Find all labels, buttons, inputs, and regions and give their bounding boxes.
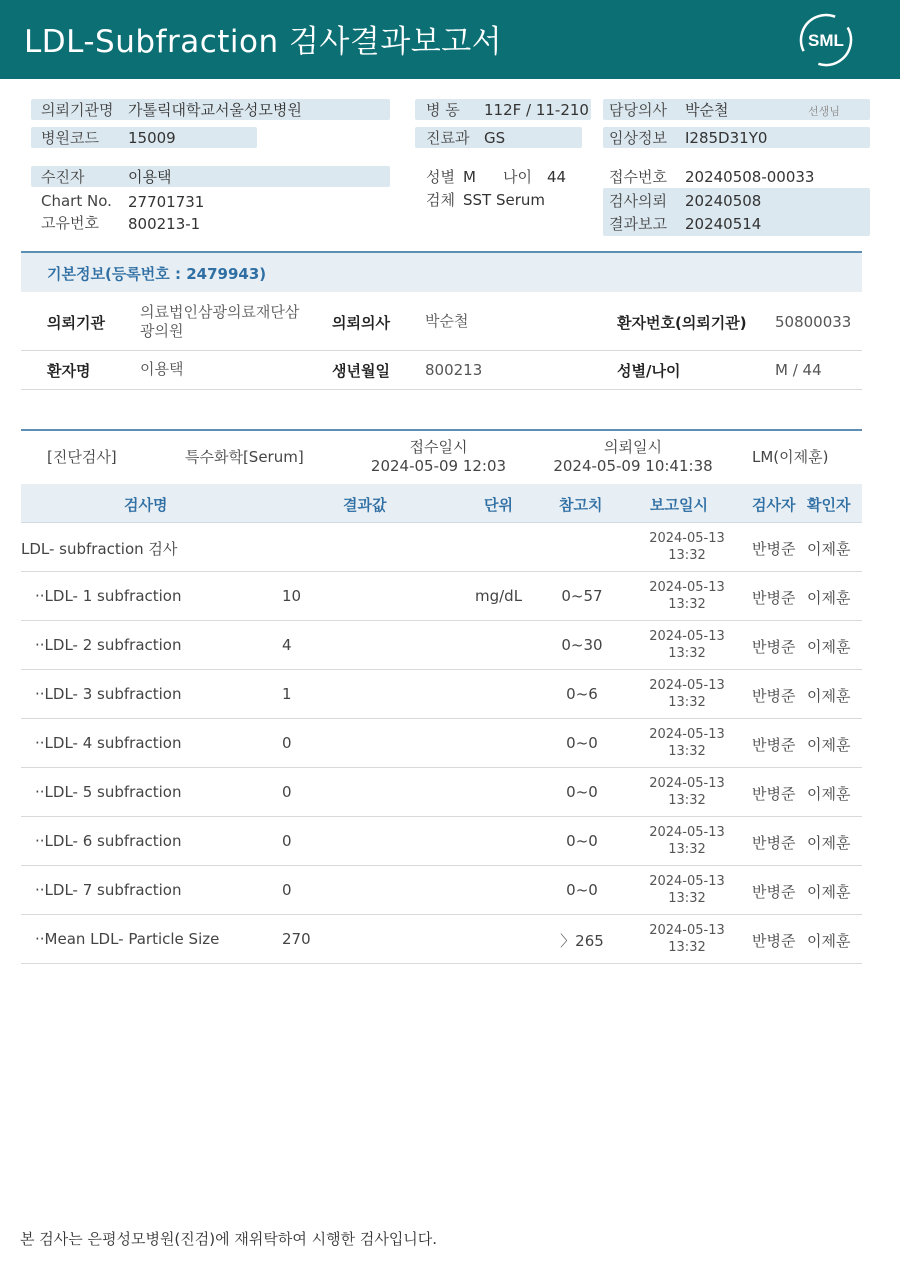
row-tester: 반병준 bbox=[752, 883, 796, 901]
result-value: 20240514 bbox=[685, 215, 762, 233]
row-tester: 반병준 bbox=[752, 736, 796, 754]
report-header bbox=[0, 0, 900, 79]
row-reference: 0~0 bbox=[566, 832, 598, 850]
row-reference: 0~0 bbox=[566, 734, 598, 752]
row-tester: 반병준 bbox=[752, 638, 796, 656]
row-report-datetime bbox=[637, 726, 737, 760]
table-row bbox=[21, 670, 862, 719]
row-confirmer: 이제훈 bbox=[807, 736, 851, 754]
received-label: 접수일시 bbox=[409, 438, 468, 456]
row-result-value: 0 bbox=[282, 734, 292, 752]
row-report-time: 13:32 bbox=[668, 842, 706, 857]
row-result-value: 10 bbox=[282, 587, 302, 605]
unique-value: 800213-1 bbox=[128, 215, 201, 233]
sml-logo-icon bbox=[798, 12, 854, 68]
row-result-value: 0 bbox=[282, 881, 292, 899]
sex-label: 성별 bbox=[426, 168, 455, 186]
row-report-date: 2024-05-13 bbox=[649, 776, 725, 791]
row-result-value: 1 bbox=[282, 685, 292, 703]
row-result-value: 0 bbox=[282, 783, 292, 801]
row-report-date: 2024-05-13 bbox=[649, 580, 725, 595]
row-report-time: 13:32 bbox=[668, 597, 706, 612]
row-test-name: ··Mean LDL- Particle Size bbox=[35, 930, 220, 948]
basic-row-divider bbox=[21, 350, 862, 351]
row-report-datetime bbox=[637, 922, 737, 956]
row-test-name: ··LDL- 6 subfraction bbox=[35, 832, 182, 850]
table-row bbox=[21, 915, 862, 964]
basic-name-value: 이용택 bbox=[140, 360, 184, 378]
row-report-date: 2024-05-13 bbox=[649, 531, 725, 546]
age-label: 나이 bbox=[503, 168, 532, 186]
logo-text: SML bbox=[808, 31, 844, 50]
row-test-name: ··LDL- 2 subfraction bbox=[35, 636, 182, 654]
table-row bbox=[21, 768, 862, 817]
table-row bbox=[21, 572, 862, 621]
unique-label: 고유번호 bbox=[41, 214, 99, 232]
age-value: 44 bbox=[547, 168, 567, 186]
row-tester: 반병준 bbox=[752, 785, 796, 803]
row-confirmer: 이제훈 bbox=[807, 932, 851, 950]
clinical-value: I285D31Y0 bbox=[685, 129, 768, 147]
basic-info-title: 기본정보(등록번호 : 2479943) bbox=[47, 265, 267, 283]
basic-sexage-label: 성별/나이 bbox=[617, 362, 681, 380]
row-report-date: 2024-05-13 bbox=[649, 825, 725, 840]
row-report-time: 13:32 bbox=[668, 940, 706, 955]
basic-inst-value-line2: 광의원 bbox=[140, 322, 184, 340]
table-row bbox=[21, 621, 862, 670]
row-report-date: 2024-05-13 bbox=[649, 629, 725, 644]
row-report-datetime bbox=[637, 628, 737, 662]
row-report-date: 2024-05-13 bbox=[649, 678, 725, 693]
row-report-date: 2024-05-13 bbox=[649, 727, 725, 742]
exam-lab: LM(이제훈) bbox=[752, 448, 829, 466]
basic-doc-label: 의뢰의사 bbox=[332, 314, 390, 332]
institution-value: 가톨릭대학교서울성모병원 bbox=[128, 101, 302, 119]
basic-info-header bbox=[21, 251, 862, 292]
row-report-datetime bbox=[637, 873, 737, 907]
row-result-value: 270 bbox=[282, 930, 311, 948]
basic-pid-label: 환자번호(의뢰기관) bbox=[617, 314, 747, 332]
row-confirmer: 이제훈 bbox=[807, 589, 851, 607]
row-confirmer: 이제훈 bbox=[807, 834, 851, 852]
row-unit: mg/dL bbox=[475, 587, 523, 605]
patient-value: 이용택 bbox=[128, 168, 172, 186]
requested-label: 의뢰일시 bbox=[604, 438, 662, 456]
basic-birth-label: 생년월일 bbox=[332, 362, 390, 380]
patient-pill bbox=[31, 166, 390, 187]
reception-label: 접수번호 bbox=[609, 168, 667, 186]
row-report-datetime bbox=[637, 579, 737, 613]
ward-value: 112F / 11-210 bbox=[484, 101, 589, 119]
basic-pid-value: 50800033 bbox=[775, 313, 852, 331]
chart-value: 27701731 bbox=[128, 193, 205, 211]
basic-info-section bbox=[21, 251, 862, 390]
row-tester: 반병준 bbox=[752, 834, 796, 852]
row-report-time: 13:32 bbox=[668, 646, 706, 661]
row-confirmer: 이제훈 bbox=[807, 883, 851, 901]
row-reference: 0~30 bbox=[561, 636, 603, 654]
row-reference: 0~57 bbox=[561, 587, 603, 605]
row-confirmer: 이제훈 bbox=[807, 540, 851, 558]
doctor-suffix: 선생님 bbox=[808, 105, 840, 118]
row-reference: 0~0 bbox=[566, 881, 598, 899]
row-report-time: 13:32 bbox=[668, 744, 706, 759]
header-report: 보고일시 bbox=[650, 496, 708, 514]
result-label: 결과보고 bbox=[609, 215, 667, 233]
row-report-time: 13:32 bbox=[668, 548, 706, 563]
requested-value: 2024-05-09 10:41:38 bbox=[553, 457, 713, 475]
chart-label: Chart No. bbox=[41, 192, 112, 210]
row-test-name: ··LDL- 4 subfraction bbox=[35, 734, 182, 752]
basic-sexage-value: M / 44 bbox=[775, 361, 822, 379]
exam-subcategory: 특수화학[Serum] bbox=[185, 448, 304, 466]
specimen-label: 검체 bbox=[426, 191, 455, 209]
footer-note: 본 검사는 은평성모병원(진검)에 재위탁하여 시행한 검사입니다. bbox=[20, 1230, 438, 1248]
row-confirmer: 이제훈 bbox=[807, 687, 851, 705]
table-row bbox=[21, 866, 862, 915]
row-test-name: ··LDL- 5 subfraction bbox=[35, 783, 182, 801]
dept-label: 진료과 bbox=[426, 129, 470, 147]
row-report-time: 13:32 bbox=[668, 793, 706, 808]
row-tester: 반병준 bbox=[752, 589, 796, 607]
row-confirmer: 이제훈 bbox=[807, 785, 851, 803]
row-report-time: 13:32 bbox=[668, 891, 706, 906]
basic-name-label: 환자명 bbox=[47, 362, 91, 380]
row-report-date: 2024-05-13 bbox=[649, 923, 725, 938]
basic-bottom-line bbox=[21, 389, 862, 390]
basic-doc-value: 박순철 bbox=[425, 312, 469, 330]
hospital-code-value: 15009 bbox=[128, 129, 176, 147]
row-test-name: ··LDL- 1 subfraction bbox=[35, 587, 182, 605]
reception-value: 20240508-00033 bbox=[685, 168, 815, 186]
row-test-name: LDL- subfraction 검사 bbox=[21, 540, 178, 558]
dept-value: GS bbox=[484, 129, 506, 147]
row-test-name: ··LDL- 7 subfraction bbox=[35, 881, 182, 899]
row-result-value: 0 bbox=[282, 832, 292, 850]
report-title: LDL-Subfraction 검사결과보고서 bbox=[24, 24, 503, 60]
row-report-time: 13:32 bbox=[668, 695, 706, 710]
ward-label: 병 동 bbox=[426, 101, 460, 119]
row-tester: 반병준 bbox=[752, 687, 796, 705]
doctor-value: 박순철 bbox=[685, 101, 729, 119]
header-unit: 단위 bbox=[484, 496, 513, 514]
sex-value: M bbox=[463, 168, 476, 186]
row-report-datetime bbox=[637, 824, 737, 858]
request-value: 20240508 bbox=[685, 192, 762, 210]
row-report-date: 2024-05-13 bbox=[649, 874, 725, 889]
row-tester: 반병준 bbox=[752, 540, 796, 558]
row-report-datetime bbox=[637, 530, 737, 564]
row-confirmer: 이제훈 bbox=[807, 638, 851, 656]
row-report-datetime bbox=[637, 775, 737, 809]
header-ref: 참고치 bbox=[559, 496, 603, 514]
basic-inst-label: 의뢰기관 bbox=[47, 314, 105, 332]
hospital-code-label: 병원코드 bbox=[41, 129, 99, 147]
basic-birth-value: 800213 bbox=[425, 361, 483, 379]
results-top-rule bbox=[21, 429, 862, 431]
row-reference: 〉265 bbox=[560, 932, 604, 950]
header-name: 검사명 bbox=[124, 496, 168, 514]
table-row bbox=[21, 817, 862, 866]
patient-label: 수진자 bbox=[41, 168, 85, 186]
specimen-value: SST Serum bbox=[463, 191, 546, 209]
header-result: 결과값 bbox=[343, 496, 387, 514]
row-reference: 0~6 bbox=[566, 685, 598, 703]
request-label: 검사의뢰 bbox=[609, 192, 667, 210]
clinical-label: 임상정보 bbox=[609, 129, 667, 147]
institution-label: 의뢰기관명 bbox=[41, 101, 114, 119]
basic-inst-value-line1: 의료법인삼광의료재단삼 bbox=[140, 303, 300, 321]
exam-category: [진단검사] bbox=[47, 448, 117, 466]
row-tester: 반병준 bbox=[752, 932, 796, 950]
row-report-datetime bbox=[637, 677, 737, 711]
doctor-label: 담당의사 bbox=[609, 101, 667, 119]
received-value: 2024-05-09 12:03 bbox=[370, 457, 507, 475]
row-test-name: ··LDL- 3 subfraction bbox=[35, 685, 182, 703]
table-row bbox=[21, 523, 862, 572]
table-row bbox=[21, 719, 862, 768]
header-tester: 검사자 bbox=[752, 496, 796, 514]
row-reference: 0~0 bbox=[566, 783, 598, 801]
header-confirmer: 확인자 bbox=[807, 496, 851, 514]
row-result-value: 4 bbox=[282, 636, 292, 654]
